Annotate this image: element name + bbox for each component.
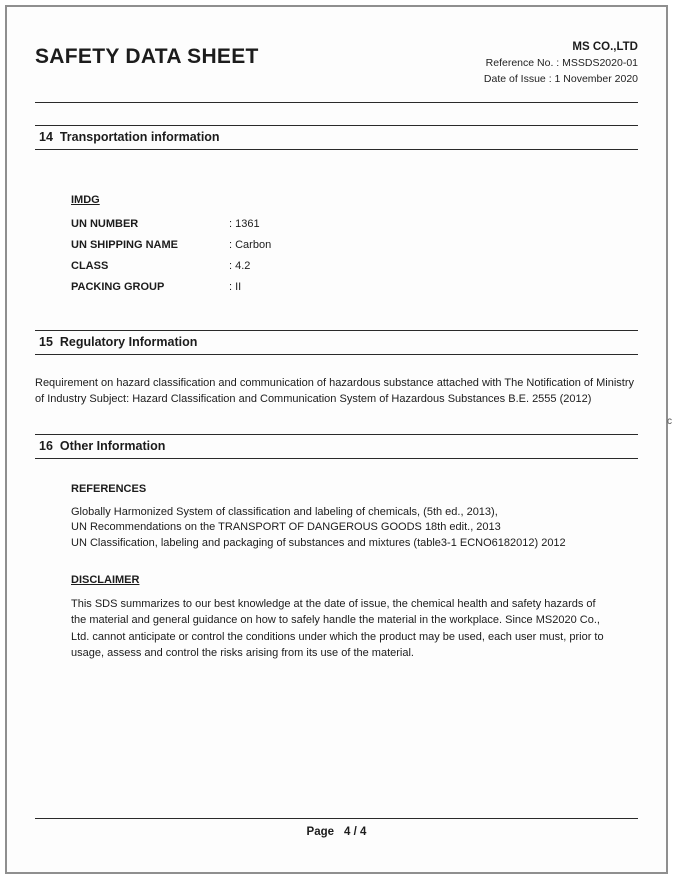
disclaimer-text: This SDS summarizes to our best knowledge at the date of issue, the chemical health and safety hazards of the material and general guidance on how to safely handle the material in the workplace. Since MS2020 Co., Ltd. cannot anticipate or control the conditions under which the product may be used, each user must, prior to usage, assess and control the risks arising from its use of the material.	[71, 597, 604, 660]
row-value: : 1361	[229, 217, 260, 230]
disclaimer-block	[71, 574, 640, 662]
row-label: CLASS	[71, 259, 109, 272]
row-label: UN NUMBER	[71, 217, 139, 230]
reference-line: UN Recommendations on the TRANSPORT OF DANGEROUS GOODS 18th edit., 2013	[71, 521, 501, 534]
table-row	[71, 239, 640, 251]
document-page	[5, 5, 668, 874]
row-label: UN SHIPPING NAME	[71, 238, 178, 251]
section-14-body	[33, 150, 640, 330]
reference-number: Reference No. : MSSDS2020-01	[485, 57, 638, 70]
page-title: SAFETY DATA SHEET	[35, 45, 259, 68]
section-15-heading	[35, 330, 638, 355]
imdg-subheading: IMDG	[71, 193, 100, 206]
spacer	[33, 103, 640, 125]
section-14-title: 14 Transportation information	[39, 129, 220, 144]
references-title: REFERENCES	[71, 482, 147, 495]
section-14-heading	[35, 125, 638, 150]
disclaimer-title: DISCLAIMER	[71, 573, 140, 586]
table-row	[71, 260, 640, 272]
document-header	[33, 31, 640, 102]
table-row	[71, 281, 640, 293]
section-15-body: Requirement on hazard classification and communication of hazardous substance attached with The Notification of Ministry of Industry Subject: Hazard Classification and Communication System of Hazardous Substances B.E. 2555 (2012)	[35, 376, 635, 406]
page-number	[33, 819, 640, 838]
section-16-title: 16 Other Information	[39, 438, 166, 453]
date-of-issue: Date of Issue : 1 November 2020	[483, 73, 638, 85]
page-number-label: Page	[306, 826, 335, 838]
row-value: : Carbon	[229, 238, 272, 251]
row-value: : 4.2	[229, 259, 251, 272]
page-number-value: 4 / 4	[344, 826, 367, 838]
header-meta-block	[484, 37, 638, 88]
section-15-title: 15 Regulatory Information	[39, 334, 198, 349]
reference-line: Globally Harmonized System of classification and labeling of chemicals, (5th ed., 2013),	[71, 505, 498, 518]
row-label: PACKING GROUP	[71, 280, 165, 293]
reference-line: UN Classification, labeling and packaging of substances and mixtures (table3-1 ECNO6182012) 2012	[71, 536, 566, 549]
table-row	[71, 218, 640, 230]
company-name: MS CO.,LTD	[572, 41, 638, 53]
section-16-heading	[35, 434, 638, 459]
document-footer	[33, 818, 640, 838]
row-value: : II	[229, 280, 242, 293]
section-16-body	[33, 459, 640, 662]
scan-artifact: c	[667, 416, 672, 427]
